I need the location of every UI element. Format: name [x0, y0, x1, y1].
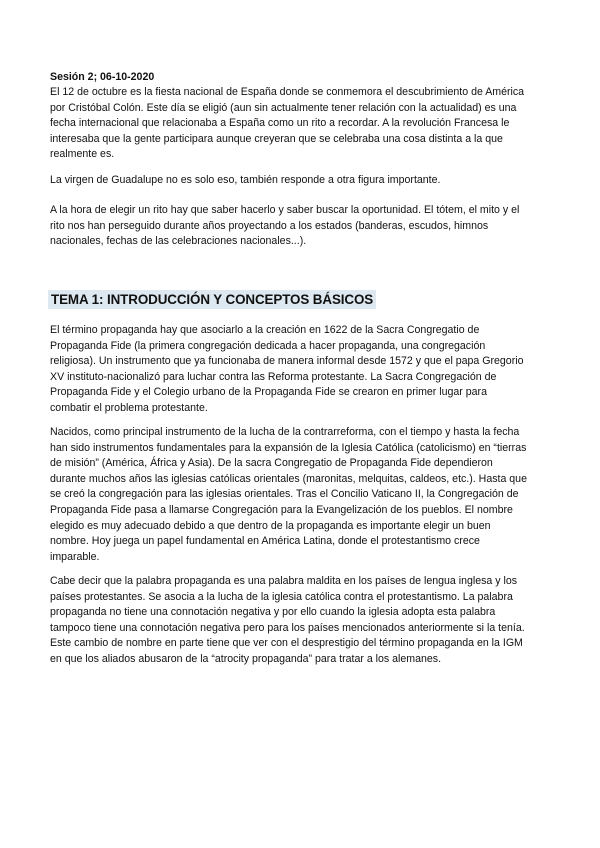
text-line: durante muchos años las iglesias católicas orientales (maronitas, melquitas, caldeos, etc.). Hasta que [50, 472, 527, 485]
text-line: El 12 de octubre es la fiesta nacional de España donde se conmemora el descubrimiento de América [50, 86, 525, 98]
text-line: tampoco tiene una connotación negativa pero para los países mencionados anteriormente si la tenía. [50, 621, 525, 634]
text-line: La virgen de Guadalupe no es solo eso, también responde a otra figura importante. [50, 174, 441, 186]
text-line: Propaganda Fide pasa a llamarse Congregación para la Evangelización de los pueblos. El nombre [50, 503, 513, 516]
text-line: religiosa). Un instrumento que ya funcionaba de manera informal desde 1572 y que el papa Gregorio [50, 355, 524, 368]
text-line: nombre. Hoy juega un papel fundamental en América Latina, donde el protestantismo crece [50, 535, 480, 548]
text-line: de misión” (América, África y Asia). De la sacra Congregatio de Propaganda Fide dependieron [50, 457, 493, 470]
tema-paragraph-3 [50, 574, 560, 668]
session-paragraph-3 [50, 203, 560, 250]
text-line: interesaba que la gente participara aunque creyeran que se celebraba una cosa distinta a la que [50, 132, 503, 145]
session-paragraph-2 [50, 173, 560, 189]
text-line: rito nos han perseguido durante años proyectando a los estados (banderas, escudos, himnos [50, 219, 489, 232]
session-paragraph-1 [50, 85, 560, 163]
text-line: propaganda no tiene una connotación negativa y por ello cuando la iglesia adopta esta palabra [50, 606, 496, 619]
tema-paragraph-2 [50, 425, 560, 565]
text-line: fecha internacional que relacionaba a España como un rito a recordar. A la revolución Francesa le [50, 117, 510, 130]
text-line: Este cambio de nombre en parte tiene que ver con el desprestigio del término propaganda en la IGM [50, 637, 523, 650]
tema-paragraph-1 [50, 323, 560, 417]
text-line: elegido es muy adecuado debido a que dentro de la propaganda es importante elegir un buen [50, 519, 491, 532]
text-line: A la hora de elegir un rito hay que saber hacerlo y saber buscar la oportunidad. El tótem, el mito y el [50, 204, 520, 216]
text-line: realmente es. [50, 148, 115, 161]
text-line: El término propaganda hay que asociarlo a la creación en 1622 de la Sacra Congregatio de [50, 324, 480, 336]
text-line: imparable. [50, 550, 100, 563]
text-line: XV instituto-nacionalizó para luchar contra las Reforma protestante. La Sacra Congregación de [50, 370, 497, 383]
text-line: Propaganda Fide (la primera congregación dedicada a hacer propaganda, una congregación [50, 339, 486, 352]
text-line: han sido instrumentos fundamentales para la expansión de la Iglesia Católica (catolicismo) en “tierras [50, 441, 527, 454]
text-line: Propaganda Fide y el Colegio urbano de la Propaganda Fide se crearon en primer lugar para [50, 386, 487, 399]
text-line: en que los aliados abusaron de la “atrocity propaganda” para tratar a los alemanes. [50, 652, 442, 665]
text-line: por Cristóbal Colón. Este día se eligió (aun sin actualmente tener relación con la actualidad) es una [50, 101, 517, 114]
session-heading: Sesión 2; 06-10-2020 [50, 71, 155, 83]
text-line: Cabe decir que la palabra propaganda es una palabra maldita en los países de lengua inglesa y los [50, 575, 518, 587]
text-line: nacionales, fechas de las celebraciones nacionales...). [50, 235, 307, 248]
text-line: combatir el problema protestante. [50, 401, 208, 414]
text-line: países protestantes. Se asocia a la lucha de la iglesia católica contra el protestantismo. La palabra [50, 590, 513, 603]
section-heading-tema-1: TEMA 1: INTRODUCCIÓN Y CONCEPTOS BÁSICOS [48, 290, 376, 309]
text-line: se creó la congregación para las iglesias orientales. Tras el Concilio Vaticano II, la Congregación de [50, 488, 519, 501]
text-line: Nacidos, como principal instrumento de la lucha de la contrarreforma, con el tiempo y hasta la fecha [50, 426, 520, 438]
